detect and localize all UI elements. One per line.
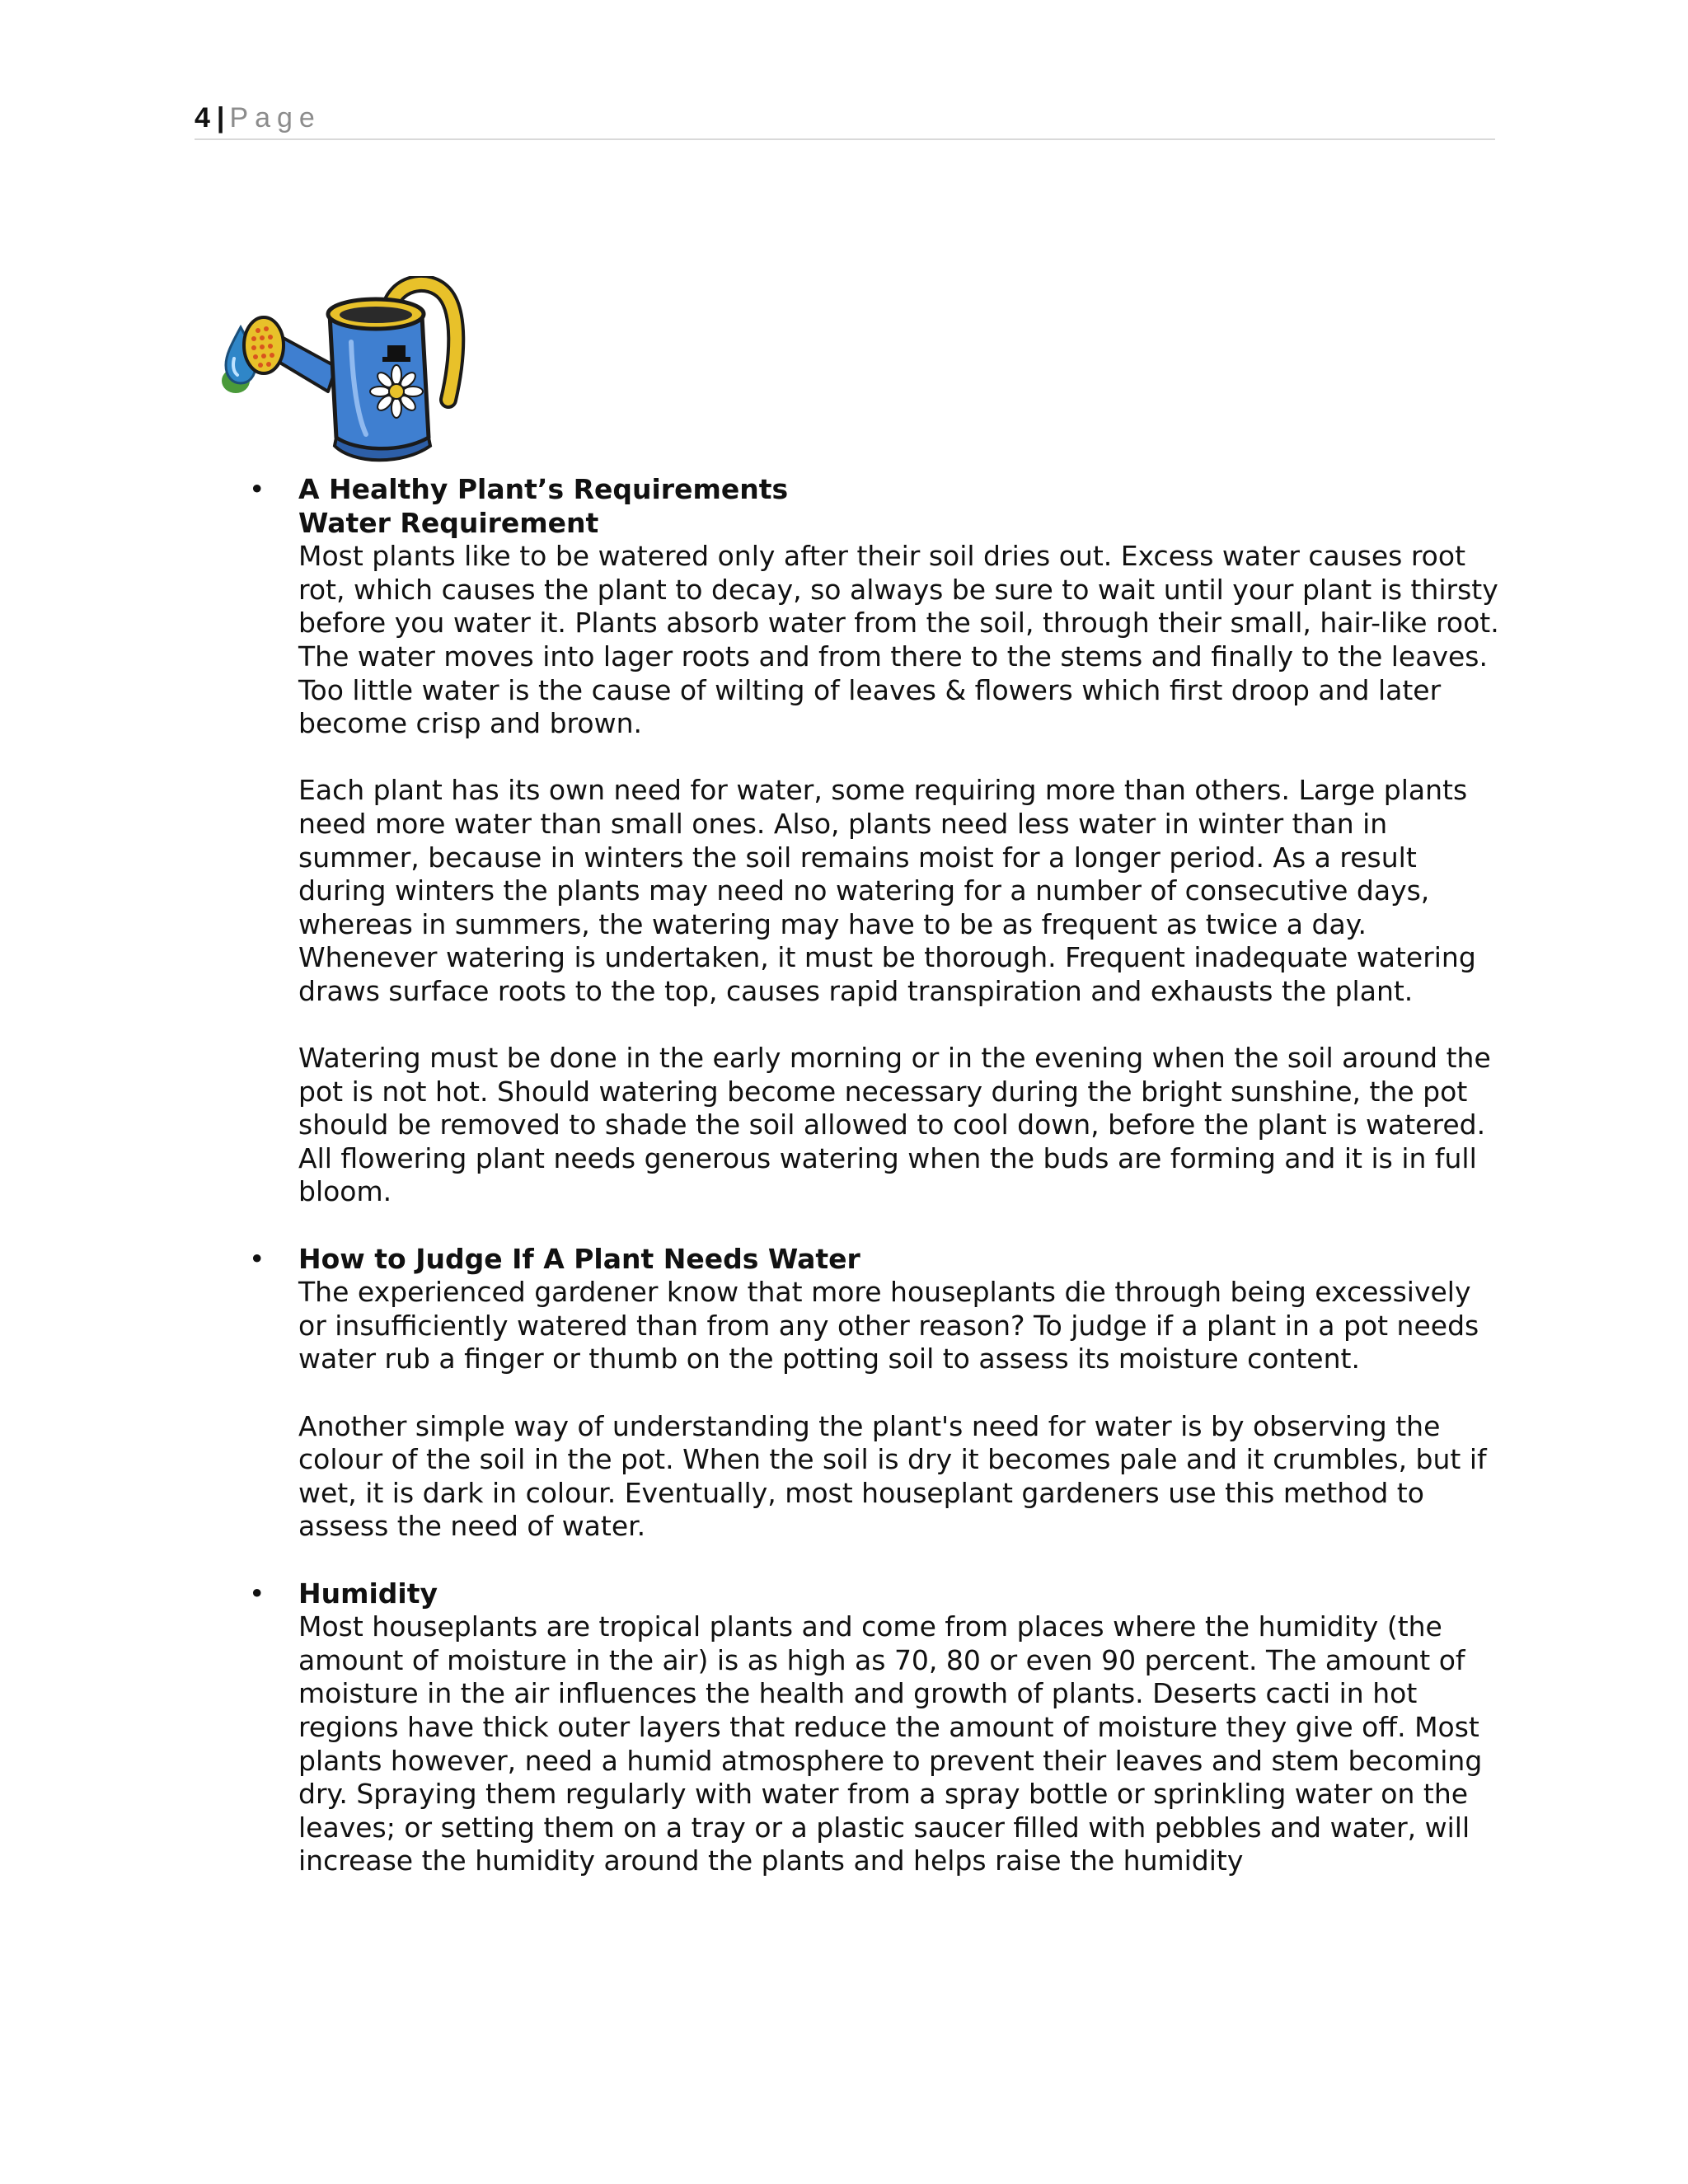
watering-illustration [213, 276, 509, 474]
page-header [195, 97, 1495, 140]
paragraph: Each plant has its own need for water, some requiring more than others. Large plants need more water than small ones. Also, plants need less water in winter than in summer, because in winters the soil remains moist for a longer period. As a result during winters the plants may need no watering for a number of consecutive days, whereas in summers, the watering may have to be as frequent as twice a day. Whenever watering is undertaken, it must be thorough. Frequent inadequate watering draws surface roots to the top, causes rapid transpiration and exhausts the plant. [298, 774, 1476, 1007]
section-title: A Healthy Plant’s Requirements [298, 473, 789, 505]
section-judge-water [249, 1242, 1502, 1544]
paragraph: Most houseplants are tropical plants and come from places where the humidity (the amount of moisture in the air) is as high as 70, 80 or even 90 percent. The amount of moisture in the air influences the health and growth of plants. Deserts cacti in hot regions have thick outer layers that reduce the amount of moisture they give off. Most plants however, need a humid atmosphere to prevent their leaves and stem becoming dry. Spraying them regularly with water from a spray bottle or sprinkling water on the leaves; or setting them on a tray or a plastic saucer filled with pebbles and water, will increase the humidity around the plants and helps raise the humidity [298, 1610, 1483, 1877]
paragraph: Most plants like to be watered only after their soil dries out. Excess water causes root rot, which causes the plant to decay, so always be sure to wait until your plant is thirsty before you water it. Plants absorb water from the soil, through their small, hair-like root. The water moves into lager roots and from there to the stems and finally to the leaves. Too little water is the cause of wilting of leaves & flowers which first droop and later become crisp and brown. [298, 540, 1499, 740]
bullet-point: • [249, 1577, 265, 1610]
page-label: Page [229, 102, 321, 134]
document-body [249, 473, 1502, 1878]
bullet-point: • [249, 1242, 265, 1275]
page-number: 4 [195, 102, 210, 134]
section-title: Humidity [298, 1577, 438, 1610]
section-healthy-plant [249, 473, 1502, 1209]
header-separator: | [216, 102, 225, 134]
flower-decoration [370, 365, 423, 418]
section-subtitle: Water Requirement [298, 506, 599, 539]
section-humidity [249, 1577, 1502, 1878]
section-title: How to Judge If A Plant Needs Water [298, 1242, 860, 1275]
bullet-point: • [249, 473, 265, 505]
paragraph: The experienced gardener know that more houseplants die through being excessively or insufficiently watered than from any other reason? To judge if a plant in a pot needs water rub a finger or thumb on the potting soil to assess its moisture content. [298, 1276, 1479, 1376]
watering-can-icon [244, 284, 456, 460]
paragraph: Another simple way of understanding the plant's need for water is by observing the colour of the soil in the pot. When the soil is dry it becomes pale and it crumbles, but if wet, it is dark in colour. Eventually, most houseplant gardeners use this method to assess the need of water. [298, 1409, 1487, 1543]
paragraph: Watering must be done in the early morning or in the evening when the soil around the pot is not hot. Should watering become necessary during the bright sunshine, the pot should be removed to shade the soil allowed to cool down, before the plant is watered. All flowering plant needs generous watering when the buds are forming and it is in full bloom. [298, 1042, 1491, 1208]
